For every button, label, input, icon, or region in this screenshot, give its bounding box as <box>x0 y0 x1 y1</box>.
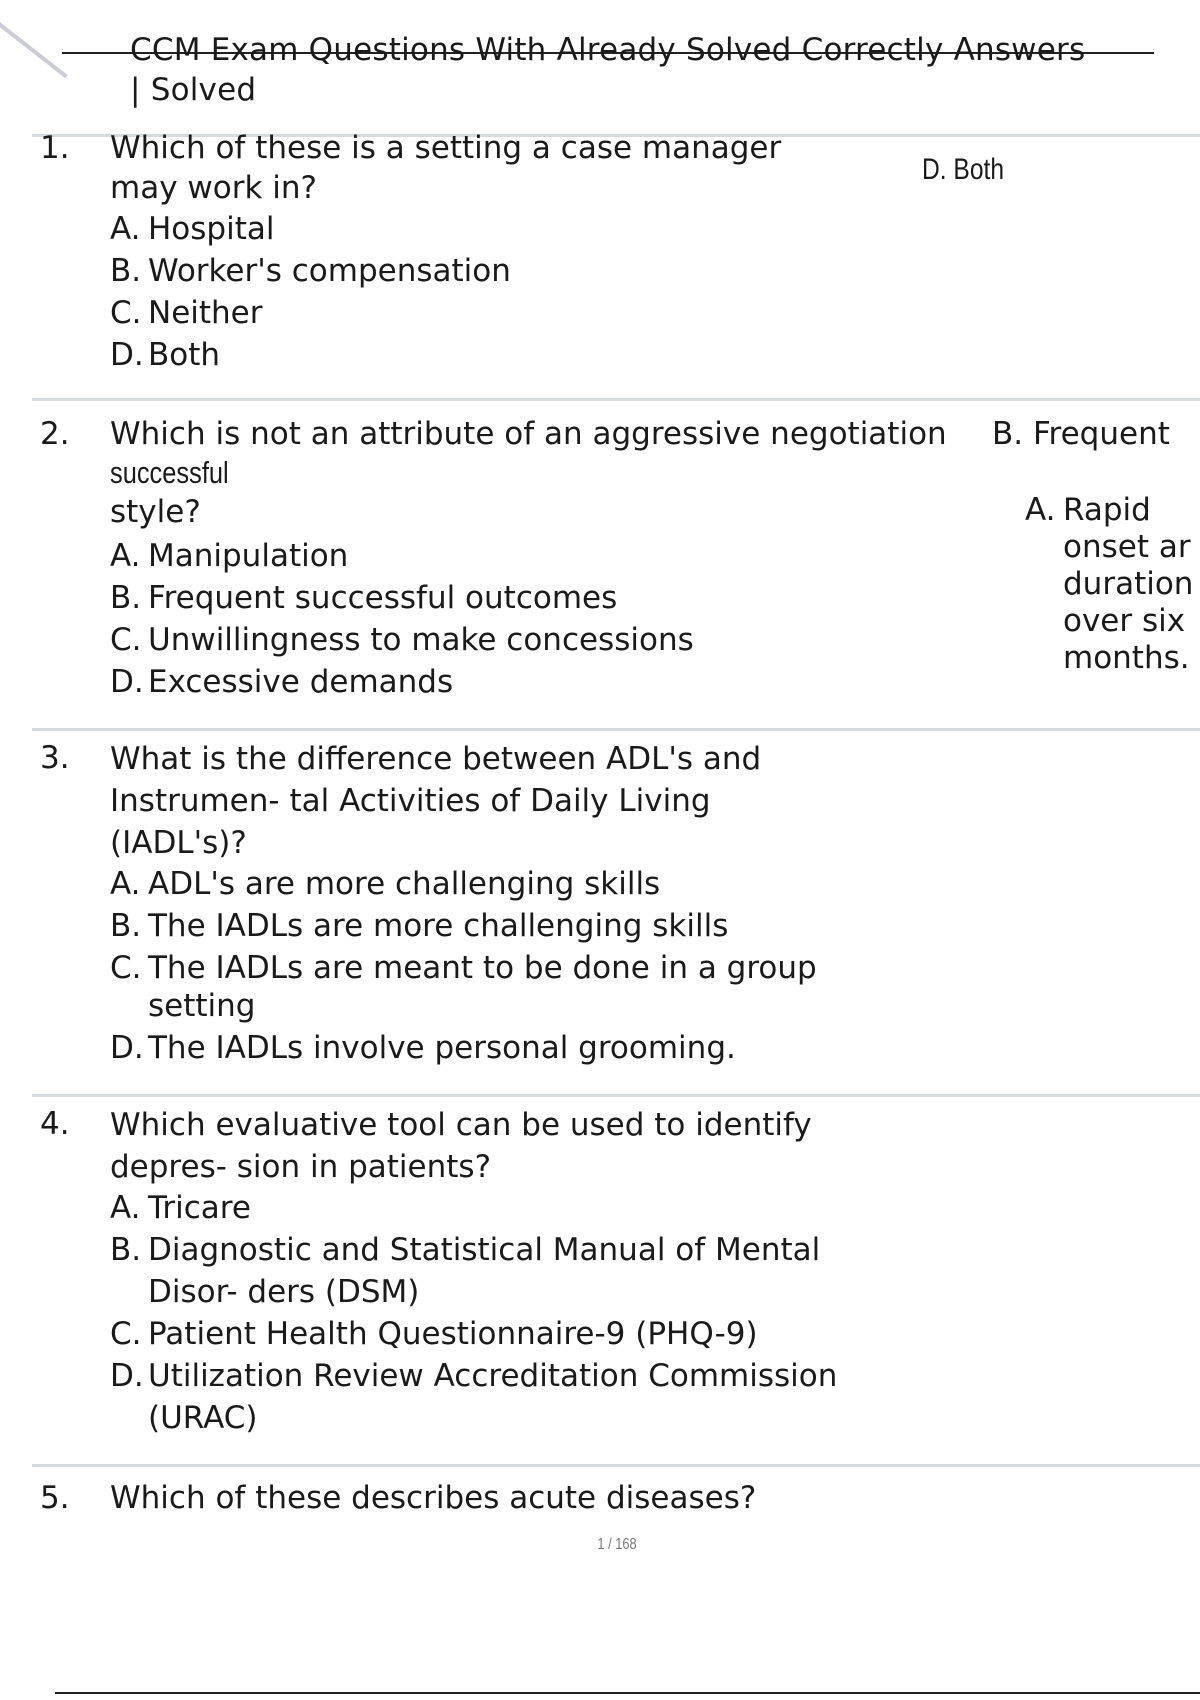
question-number: 5. <box>40 1480 70 1516</box>
title-text: CCM Exam Questions With Already Solved Correctly Answers <box>130 32 1086 68</box>
option-letter: C. <box>110 1316 142 1352</box>
option-letter: B. <box>110 908 142 944</box>
option-item <box>110 208 870 250</box>
option-letter: A. <box>110 866 141 902</box>
side-answer-line: duration <box>1063 566 1194 602</box>
option-item <box>110 1313 880 1355</box>
question-text-continued: style? <box>110 494 201 530</box>
option-list <box>110 1187 880 1439</box>
option-item <box>110 947 890 1027</box>
option-letter: B. <box>110 1232 142 1268</box>
side-answer-letter: A. <box>1025 492 1056 528</box>
option-letter: A. <box>110 538 141 574</box>
question-text: What is the difference between ADL's and Instrumen- tal Activities of Daily Living (IADL's)? <box>110 741 762 861</box>
question-number: 1. <box>40 130 70 166</box>
option-text: The IADLs involve personal grooming. <box>148 1030 736 1066</box>
question-separator <box>32 1094 1200 1097</box>
option-item <box>110 1229 880 1313</box>
option-item <box>110 1027 890 1069</box>
option-list <box>110 208 870 376</box>
option-letter: A. <box>110 211 141 247</box>
option-text: Utilization Review Accreditation Commission (URAC) <box>148 1358 838 1436</box>
option-text: Neither <box>148 295 263 331</box>
option-item <box>110 1355 880 1439</box>
question-number: 3. <box>40 740 70 776</box>
option-item <box>110 905 890 947</box>
option-list <box>110 535 910 703</box>
option-text: Manipulation <box>148 538 349 574</box>
document-title <box>130 30 1190 110</box>
option-letter: D. <box>110 1030 144 1066</box>
question-text: Which of these is a setting a case manager may work in? <box>110 130 782 206</box>
option-list <box>110 863 890 1069</box>
option-text: The IADLs are more challenging skills <box>148 908 729 944</box>
question-number: 4. <box>40 1106 70 1142</box>
option-letter: C. <box>110 295 142 331</box>
option-text: ADL's are more challenging skills <box>148 866 661 902</box>
question-text: Which of these describes acute diseases? <box>110 1480 757 1516</box>
answer-text-continued: successful <box>110 455 229 490</box>
option-letter: A. <box>110 1190 141 1226</box>
option-item <box>110 661 910 703</box>
option-text: Unwillingness to make concessions <box>148 622 694 658</box>
option-letter: B. <box>110 580 142 616</box>
side-answer-line: onset ar <box>1063 529 1191 565</box>
option-text: Tricare <box>148 1190 251 1226</box>
option-letter: D. <box>110 664 144 700</box>
corner-fold-mark <box>0 18 68 78</box>
option-item <box>110 863 890 905</box>
option-letter: B. <box>110 253 142 289</box>
question-separator <box>32 728 1200 731</box>
question-separator <box>32 398 1200 401</box>
question-text: Which evaluative tool can be used to identify depres- sion in patients? <box>110 1107 812 1185</box>
footer-rule <box>55 1692 1200 1694</box>
option-text: Hospital <box>148 211 275 247</box>
option-text: Frequent successful outcomes <box>148 580 618 616</box>
answer-text: B. Frequent <box>992 416 1170 452</box>
option-item <box>110 577 910 619</box>
page-number: 1 / 168 <box>597 1536 637 1553</box>
option-text: Excessive demands <box>148 664 454 700</box>
option-text: Both <box>148 337 221 373</box>
question-separator <box>32 1464 1200 1467</box>
option-letter: C. <box>110 950 142 986</box>
option-letter: D. <box>110 337 144 373</box>
side-answer-line: over six <box>1063 603 1186 639</box>
option-text: The IADLs are meant to be done in a group setting <box>148 950 817 1024</box>
question-text: Which is not an attribute of an aggressive negotiation <box>110 416 947 452</box>
side-answer-line: months. <box>1063 640 1190 676</box>
side-answer <box>1025 492 1200 677</box>
option-item <box>110 334 870 376</box>
side-answer-first: Rapid <box>1063 492 1151 528</box>
option-letter: D. <box>110 1358 144 1394</box>
answer-text: D. Both <box>922 153 1005 186</box>
option-item <box>110 292 870 334</box>
option-letter: C. <box>110 622 142 658</box>
option-item <box>110 250 870 292</box>
option-text: Worker's compensation <box>148 253 511 289</box>
title-subtitle: | Solved <box>130 72 257 108</box>
option-item <box>110 535 910 577</box>
option-item <box>110 619 910 661</box>
option-text: Diagnostic and Statistical Manual of Mental Disor- ders (DSM) <box>148 1232 821 1310</box>
option-text: Patient Health Questionnaire-9 (PHQ-9) <box>148 1316 758 1352</box>
option-item <box>110 1187 880 1229</box>
question-number: 2. <box>40 416 70 452</box>
